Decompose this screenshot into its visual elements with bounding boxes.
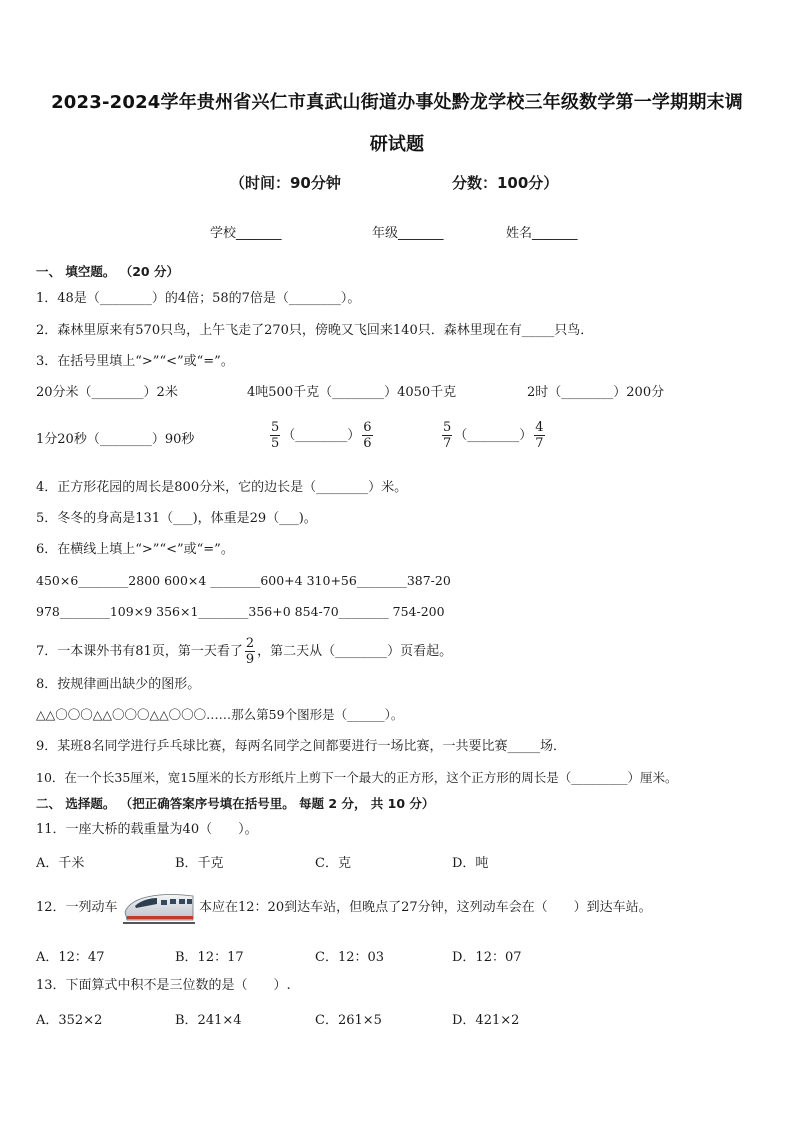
section1-heading: 一、 填空题。 （20 分） — [36, 264, 179, 279]
q3-item-1: 20分米（________）2米 — [36, 385, 178, 400]
section2-heading: 二、 选择题。 （把正确答案序号填在括号里。 每题 2 分， 共 10 分） — [36, 796, 435, 811]
q6-row-2: 978________109×9 356×1________356+0 854-70________ 754-200 — [36, 604, 445, 619]
q11-option-b[interactable]: B．千克 — [175, 856, 224, 871]
fraction-numerator: 4 — [535, 420, 544, 435]
q7-text-after: ，第二天从（________）页看起。 — [257, 644, 453, 659]
fraction-numerator: 6 — [363, 420, 372, 435]
fraction-numerator: 5 — [443, 420, 452, 435]
q12-option-b[interactable]: B．12：17 — [175, 950, 244, 965]
title-line-1: 2023-2024学年贵州省兴仁市真武山街道办事处黔龙学校三年级数学第一学期期末调 — [51, 92, 743, 113]
bullet-train-icon — [121, 886, 197, 928]
fraction-denominator: 7 — [443, 436, 452, 451]
fraction-right — [534, 420, 544, 451]
question-1: 1．48是（________）的4倍；58的7倍是（________）。 — [36, 291, 361, 306]
fraction — [245, 636, 255, 667]
score-info: 分数：100分） — [452, 174, 559, 192]
fraction-right — [362, 420, 372, 451]
q12-option-d[interactable]: D．12：07 — [452, 950, 522, 965]
q3-fraction-compare-2 — [440, 420, 547, 451]
question-7 — [36, 636, 452, 667]
question-11: 11．一座大桥的载重量为40（ ）。 — [36, 822, 258, 837]
fraction-denominator: 7 — [535, 436, 544, 451]
school-field[interactable]: 学校_______ — [210, 226, 282, 241]
question-13: 13．下面算式中积不是三位数的是（ ）. — [36, 978, 291, 993]
question-12-text: 本应在12：20到达车站，但晚点了27分钟，这列动车会在（ ）到达车站。 — [199, 900, 652, 915]
q3-item-4: 1分20秒（________）90秒 — [36, 432, 195, 447]
question-9: 9．某班8名同学进行乒乓球比赛，每两名同学之间都要进行一场比赛，一共要比赛_____场． — [36, 739, 567, 754]
question-10: 10．在一个长35厘米，宽15厘米的长方形纸片上剪下一个最大的正方形，这个正方形的周长是（_________）厘米。 — [36, 770, 678, 785]
question-5: 5．冬冬的身高是131（___)，体重是29（___)。 — [36, 511, 317, 526]
q6-row-1: 450×6________2800 600×4 ________600+4 310+56________387-20 — [36, 573, 451, 588]
blank: （________） — [282, 428, 361, 443]
fraction-denominator: 6 — [363, 436, 372, 451]
q11-option-d[interactable]: D．吨 — [452, 856, 489, 871]
q13-option-b[interactable]: B．241×4 — [175, 1013, 242, 1028]
fraction-numerator: 5 — [271, 420, 280, 435]
title-line-2: 研试题 — [369, 134, 425, 155]
question-12-prefix: 12．一列动车 — [36, 900, 118, 915]
q7-text-before: 7．一本课外书有81页，第一天看了 — [36, 644, 243, 659]
fraction-left — [270, 420, 280, 451]
blank: （________） — [454, 428, 533, 443]
fraction-denominator: 5 — [271, 436, 280, 451]
q3-item-2: 4吨500千克（________）4050千克 — [247, 385, 457, 400]
fraction-left — [442, 420, 452, 451]
q13-option-d[interactable]: D．421×2 — [452, 1013, 520, 1028]
fraction-denominator: 9 — [245, 652, 255, 667]
q3-item-3: 2时（________）200分 — [527, 385, 665, 400]
fraction-numerator: 2 — [245, 636, 255, 651]
name-field[interactable]: 姓名_______ — [506, 226, 578, 241]
q11-option-a[interactable]: A．千米 — [36, 856, 85, 871]
time-info: （时间：90分钟 — [230, 174, 341, 192]
q3-fraction-compare-1 — [268, 420, 375, 451]
grade-field[interactable]: 年级_______ — [372, 226, 444, 241]
q12-option-c[interactable]: C．12：03 — [315, 950, 385, 965]
question-3: 3．在括号里填上“>”“<”或“=”。 — [36, 354, 234, 369]
question-4: 4．正方形花园的周长是800分米，它的边长是（________）米。 — [36, 480, 408, 495]
q13-option-a[interactable]: A．352×2 — [36, 1013, 103, 1028]
q13-option-c[interactable]: C．261×5 — [315, 1013, 382, 1028]
question-8: 8．按规律画出缺少的图形。 — [36, 677, 201, 692]
q8-sequence: △△〇〇〇△△〇〇〇△△〇〇〇……那么第59个图形是（______）。 — [36, 707, 404, 722]
q12-option-a[interactable]: A．12：47 — [36, 950, 105, 965]
question-6: 6．在横线上填上“>”“<”或“=”。 — [36, 542, 234, 557]
q11-option-c[interactable]: C．克 — [315, 856, 351, 871]
question-2: 2．森林里原来有570只鸟，上午飞走了270只，傍晚又飞回来140只．森林里现在有_____只鸟． — [36, 323, 594, 338]
